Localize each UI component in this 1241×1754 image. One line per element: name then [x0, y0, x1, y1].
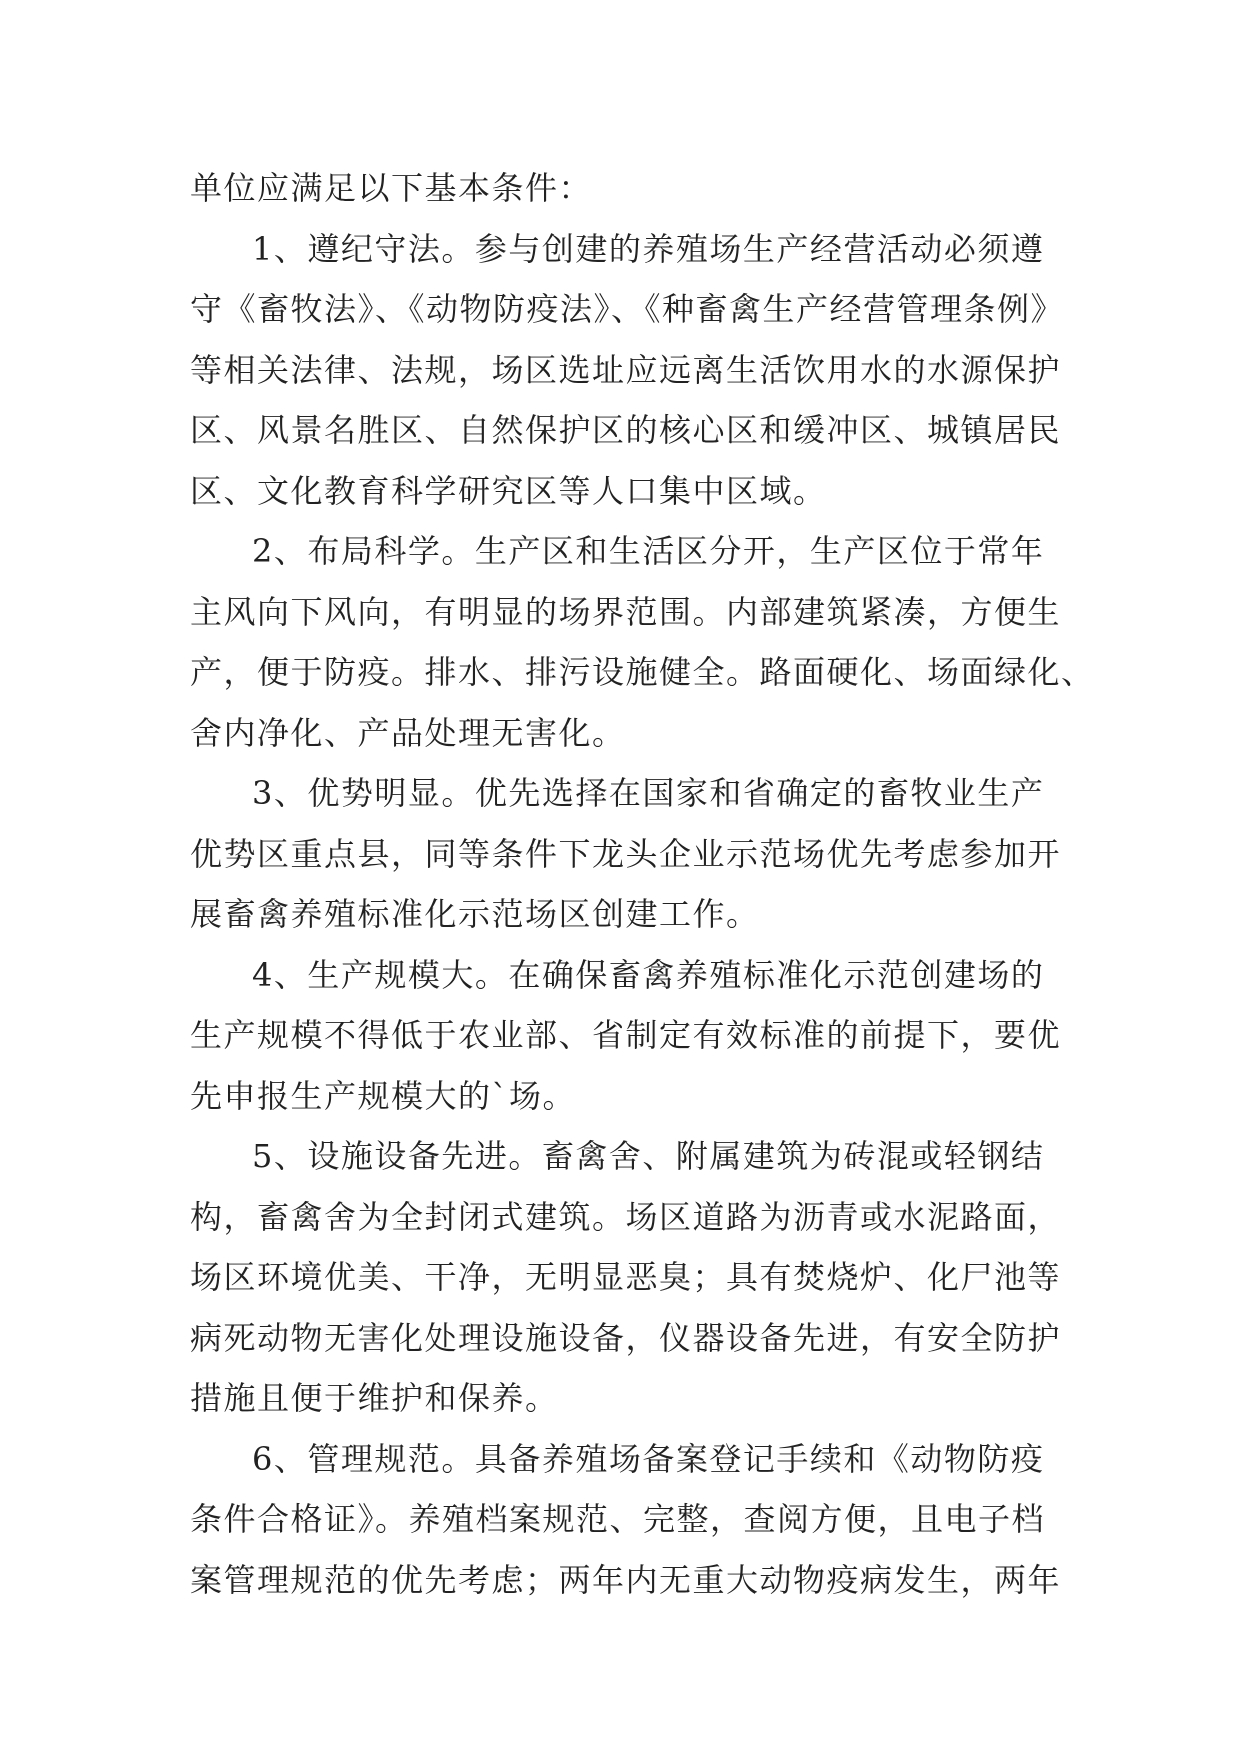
document-body [190, 158, 1095, 1610]
text-line: 先申报生产规模大的`场。 [190, 1076, 577, 1115]
text-line: 主风向下风向，有明显的场界范围。内部建筑紧凑，方便生 [190, 592, 1062, 631]
text-line: 区、风景名胜区、自然保护区的核心区和缓冲区、城镇居民 [190, 411, 1062, 449]
text-line: 场区环境优美、干净，无明显恶臭；具有焚烧炉、化尸池等 [190, 1258, 1062, 1296]
text-line: 措施且便于维护和保养。 [190, 1379, 559, 1417]
text-line: 条件合格证》。养殖档案规范、完整，查阅方便，且电子档 [190, 1500, 1046, 1538]
text-line: 舍内净化、产品处理无害化。 [190, 713, 626, 752]
text-line: 4、生产规模大。在确保畜禽养殖标准化示范创建场的 [252, 955, 1045, 994]
text-line: 2、布局科学。生产区和生活区分开，生产区位于常年 [252, 532, 1045, 570]
text-line: 3、优势明显。优先选择在国家和省确定的畜牧业生产 [252, 774, 1045, 812]
text-line: 单位应满足以下基本条件： [190, 169, 593, 207]
text-line: 区、文化教育科学研究区等人口集中区域。 [190, 471, 827, 510]
text-line: 优势区重点县，同等条件下龙头企业示范场优先考虑参加开 [190, 834, 1062, 873]
text-line: 病死动物无害化处理设施设备，仪器设备先进，有安全防护 [190, 1318, 1062, 1357]
text-line: 产，便于防疫。排水、排污设施健全。路面硬化、场面绿化、 [190, 653, 1095, 691]
text-line: 等相关法律、法规，场区选址应远离生活饮用水的水源保护 [190, 350, 1062, 389]
text-line: 5、设施设备先进。畜禽舍、附属建筑为砖混或轻钢结 [252, 1137, 1045, 1175]
text-line: 1、遵纪守法。参与创建的养殖场生产经营活动必须遵 [252, 229, 1045, 268]
text-line: 生产规模不得低于农业部、省制定有效标准的前提下，要优 [190, 1016, 1062, 1054]
text-line: 展畜禽养殖标准化示范场区创建工作。 [190, 895, 760, 933]
text-line: 6、管理规范。具备养殖场备案登记手续和《动物防疫 [252, 1439, 1045, 1478]
text-line: 案管理规范的优先考虑；两年内无重大动物疫病发生，两年 [190, 1560, 1062, 1599]
text-line: 构，畜禽舍为全封闭式建筑。场区道路为沥青或水泥路面， [190, 1197, 1062, 1236]
text-line: 守《畜牧法》、《动物防疫法》、《种畜禽生产经营管理条例》 [190, 290, 1065, 328]
